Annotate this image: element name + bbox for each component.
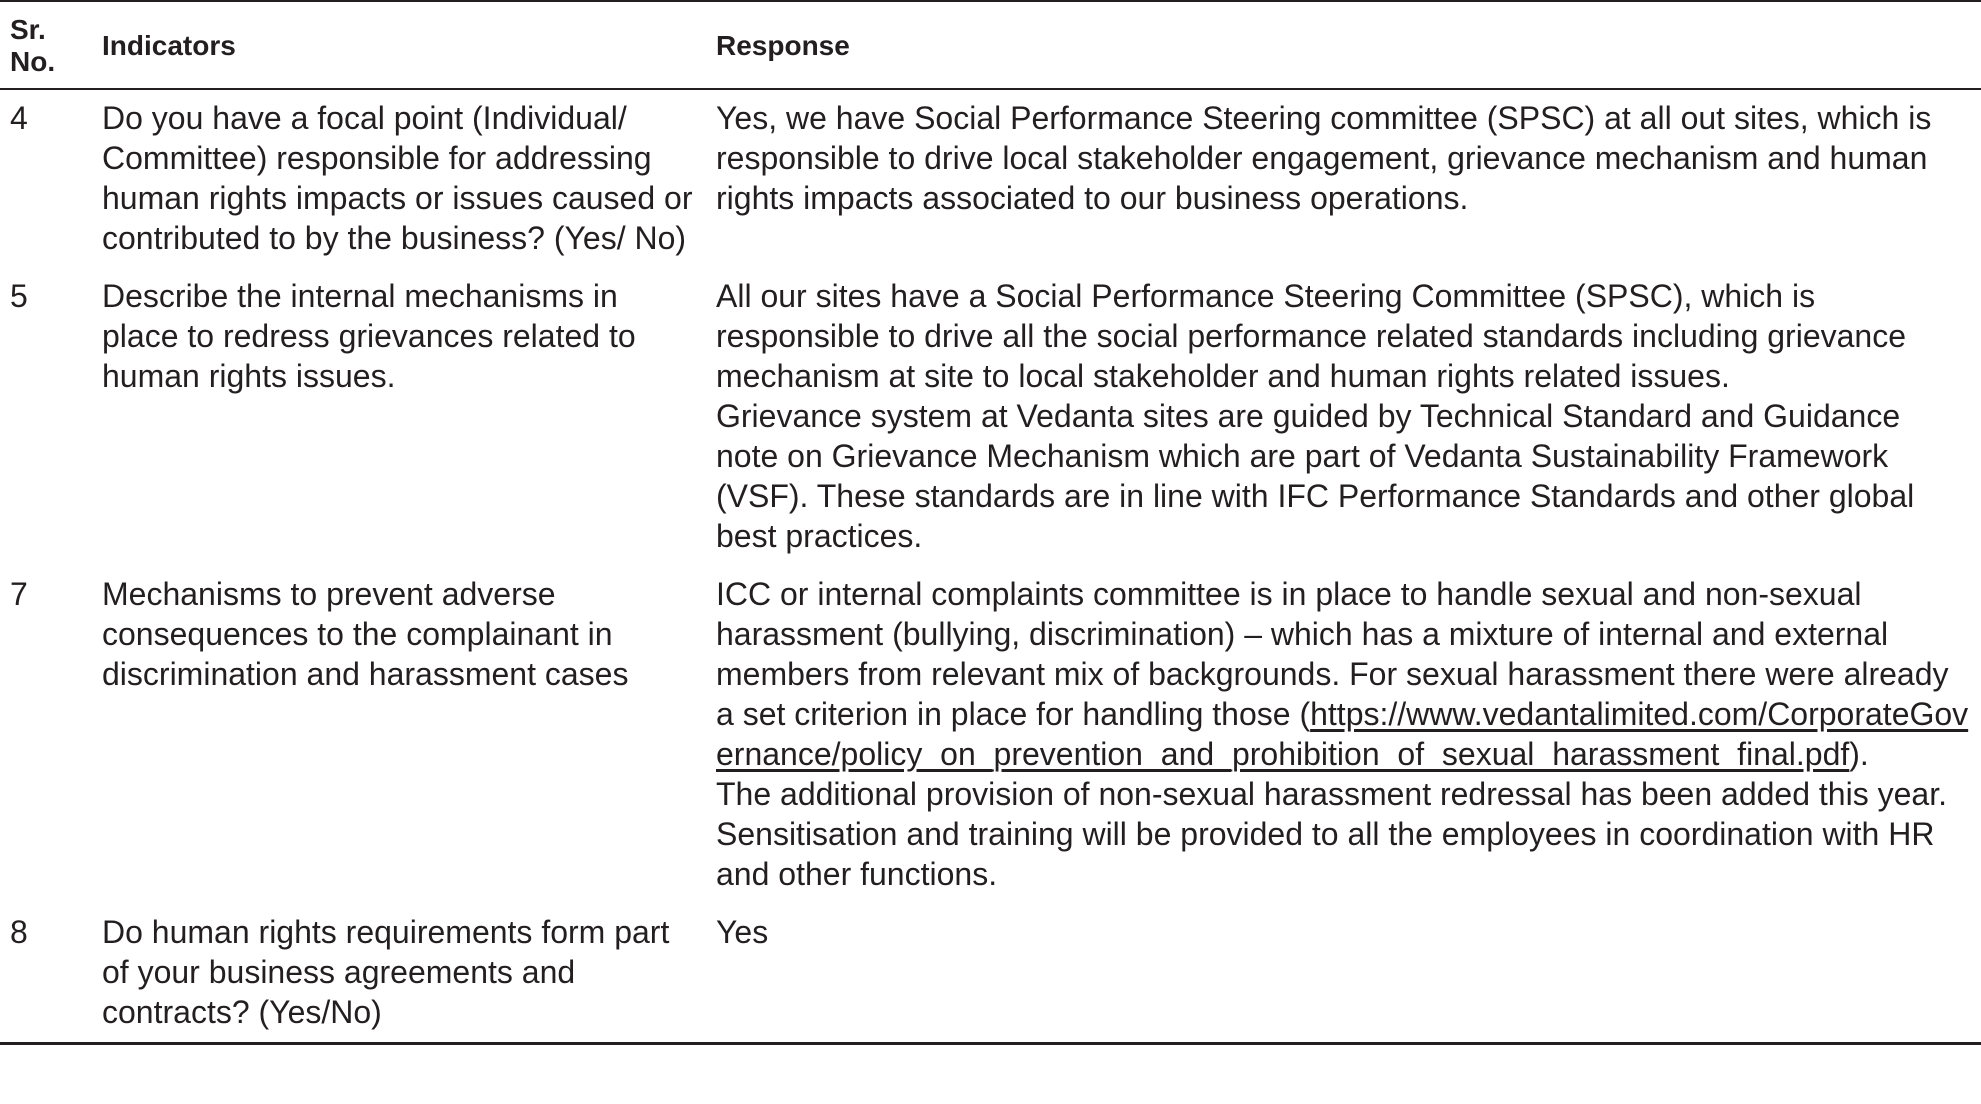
policy-pdf-link[interactable]: https://www.vedantalimited.com/CorporateGovernance/policy_on_prevention_and_prohibition_of_sexual_harassment_final.pdf <box>716 696 1969 772</box>
header-response: Response <box>716 30 850 61</box>
row-response <box>706 904 1981 1044</box>
row-indicator: Do human rights requirements form part of your business agreements and contracts? (Yes/No) <box>102 914 670 1030</box>
response-paragraph: The additional provision of non-sexual harassment redressal has been added this year. Sensitisation and training will be provided to all the employees in coordination with HR and other functions. <box>716 776 1947 892</box>
row-sr-no: 4 <box>10 100 28 136</box>
response-paragraph: All our sites have a Social Performance Steering Committee (SPSC), which is responsible to drive all the social performance related standards including grievance mechanism at site to local stakeholder and human rights related issues. <box>716 278 1906 394</box>
table-row <box>0 566 1981 904</box>
row-response <box>706 89 1981 268</box>
response-paragraph: Grievance system at Vedanta sites are guided by Technical Standard and Guidance note on Grievance Mechanism which are part of Vedanta Sustainability Framework (VSF). These standards are in line with IFC Performance Standards and other global best practices. <box>716 398 1915 554</box>
response-paragraph: Yes <box>716 914 769 950</box>
header-row <box>0 1 1981 89</box>
table-row <box>0 268 1981 566</box>
response-paragraph: Yes, we have Social Performance Steering committee (SPSC) at all out sites, which is responsible to drive local stakeholder engagement, grievance mechanism and human rights impacts associated to our business operations. <box>716 100 1932 216</box>
table-header <box>0 1 1981 89</box>
row-indicator: Mechanisms to prevent adverse consequences to the complainant in discrimination and harassment cases <box>102 576 629 692</box>
table-row <box>0 904 1981 1044</box>
row-response <box>706 268 1981 566</box>
header-sr-no <box>0 1 92 89</box>
response-text-before-link: ICC or internal complaints committee is in place to handle sexual and non-sexual harassment (bullying, discrimination) – which has a mixture of internal and external members from relevant mix of backgrounds. For sexual harassment there were already a set criterion in place for handling those ( <box>716 576 1949 732</box>
row-indicator: Do you have a focal point (Individual/ Committee) responsible for addressing human rights impacts or issues caused or contributed to by the business? (Yes/ No) <box>102 100 693 256</box>
row-response <box>706 566 1981 904</box>
response-text-after-link: ). <box>1849 736 1869 772</box>
response-paragraph <box>716 574 1971 774</box>
row-sr-no: 8 <box>10 914 28 950</box>
table-row <box>0 89 1981 268</box>
row-sr-no: 7 <box>10 576 28 612</box>
table-body <box>0 89 1981 1044</box>
row-sr-no: 5 <box>10 278 28 314</box>
header-sr-no-line2: No. <box>10 46 56 77</box>
header-indicators: Indicators <box>102 30 236 61</box>
row-indicator: Describe the internal mechanisms in place to redress grievances related to human rights issues. <box>102 278 636 394</box>
header-sr-no-line1: Sr. <box>10 14 46 45</box>
